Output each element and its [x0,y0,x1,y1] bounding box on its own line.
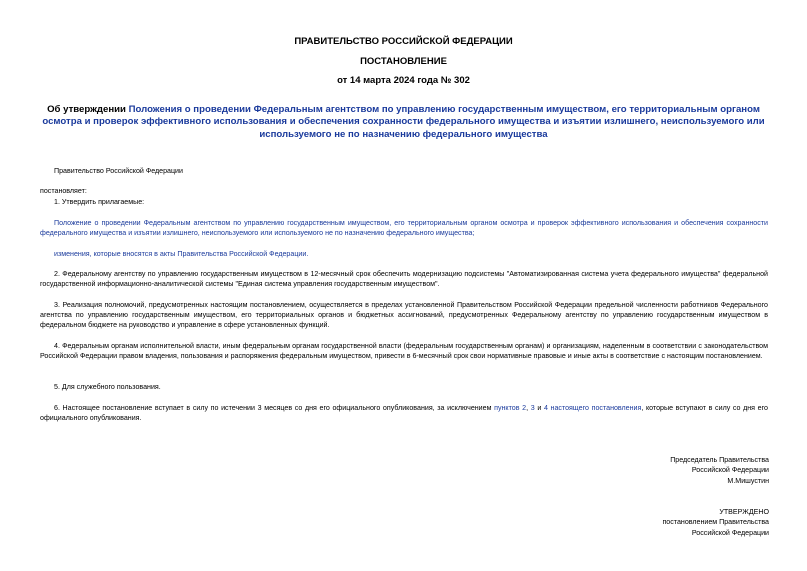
item-4: 4. Федеральным органам исполнительной власти, иным федеральным органам государственной власти (федеральным государственным органам) и организациям, наделенным в соответствии с законодательством Российской Федерации правом владения, пользования и распоряжения федеральным имуществом, привести в 6-месячный срок свои нормативные правовые и иные акты в соответствие с настоящим постановлением. [40,342,768,361]
header-government: ПРАВИТЕЛЬСТВО РОССИЙСКОЙ ФЕДЕРАЦИИ [294,36,513,47]
signature-position: Председатель Правительства [670,456,769,464]
document-title [40,104,767,141]
item-6-sep2: и [534,404,544,412]
item-4-link[interactable]: 4 настоящего постановления [543,404,642,412]
item-5: 5. Для служебного пользования. [54,383,161,391]
title-regulation-link[interactable]: Положения о проведении Федеральным агентством по управлению государственным имуществом, его территориальным органом осмотра и проверок эффективного использования и обеспечения сохранности федерального имущества и изъятии излишнего, неиспользуемого или используемого не по назначению федерального имущества [42,104,765,140]
item-1b [40,249,768,259]
header-date-number: от 14 марта 2024 года № 302 [337,75,470,86]
item-6-pre: 6. Настоящее постановление вступает в силу по истечении 3 месяцев со дня его официального опубликования, за исключением [54,404,495,412]
item-2: 2. Федеральному агентству по управлению государственным имуществом в 12-месячный срок обеспечить модернизацию подсистемы "Автоматизированная система учета федерального имущества" федеральной государственной информационно-аналитической системы "Единая система управления государственным имуществом". [40,270,768,289]
item-1a [40,218,768,238]
amendments-link[interactable]: изменения, которые вносятся в акты Правительства Российской Федерации. [54,250,309,258]
regulation-link[interactable]: Положение о проведении Федеральным агентством по управлению государственным имуществом, его территориальным органом осмотра и проверок эффективного использования и обеспечения сохранности федерального имущества и изъятии излишнего, неиспользуемого или используемого не по назначению федерального имущества; [40,219,768,238]
approved-country: Российской Федерации [691,528,769,537]
approved-label: УТВЕРЖДЕНО [719,508,769,516]
approved-by: постановлением Правительства [662,518,769,527]
approved-block [662,507,769,538]
signature-country: Российской Федерации [691,466,769,475]
item-2-link[interactable]: пунктов 2 [494,404,527,412]
signature-block [670,455,769,486]
item-6 [40,403,768,423]
item-1: 1. Утвердить прилагаемые: [54,198,145,206]
decrees-line: постановляет: [40,187,87,195]
item-3-link[interactable]: 3 [530,404,535,412]
signature-name: М.Мишустин [727,476,769,485]
item-3: 3. Реализация полномочий, предусмотренных настоящим постановлением, осуществляется в пределах установленной Правительством Российской Федерации предельной численности работников Федерального агентства по управлению государственным имуществом, его территориальных органов и бюджетных ассигнований, предусмотренных Федеральному агентству по управлению государственным имуществом в федеральном бюджете на руководство и управление в сфере установленных функций. [40,301,768,330]
item-6-sep1: , [526,404,531,412]
government-line: Правительство Российской Федерации [54,167,183,175]
title-prefix: Об утверждении [47,104,129,115]
header-document-type: ПОСТАНОВЛЕНИЕ [360,56,447,67]
item-6-post: , которые вступают в силу со дня его официального опубликования. [40,404,768,423]
